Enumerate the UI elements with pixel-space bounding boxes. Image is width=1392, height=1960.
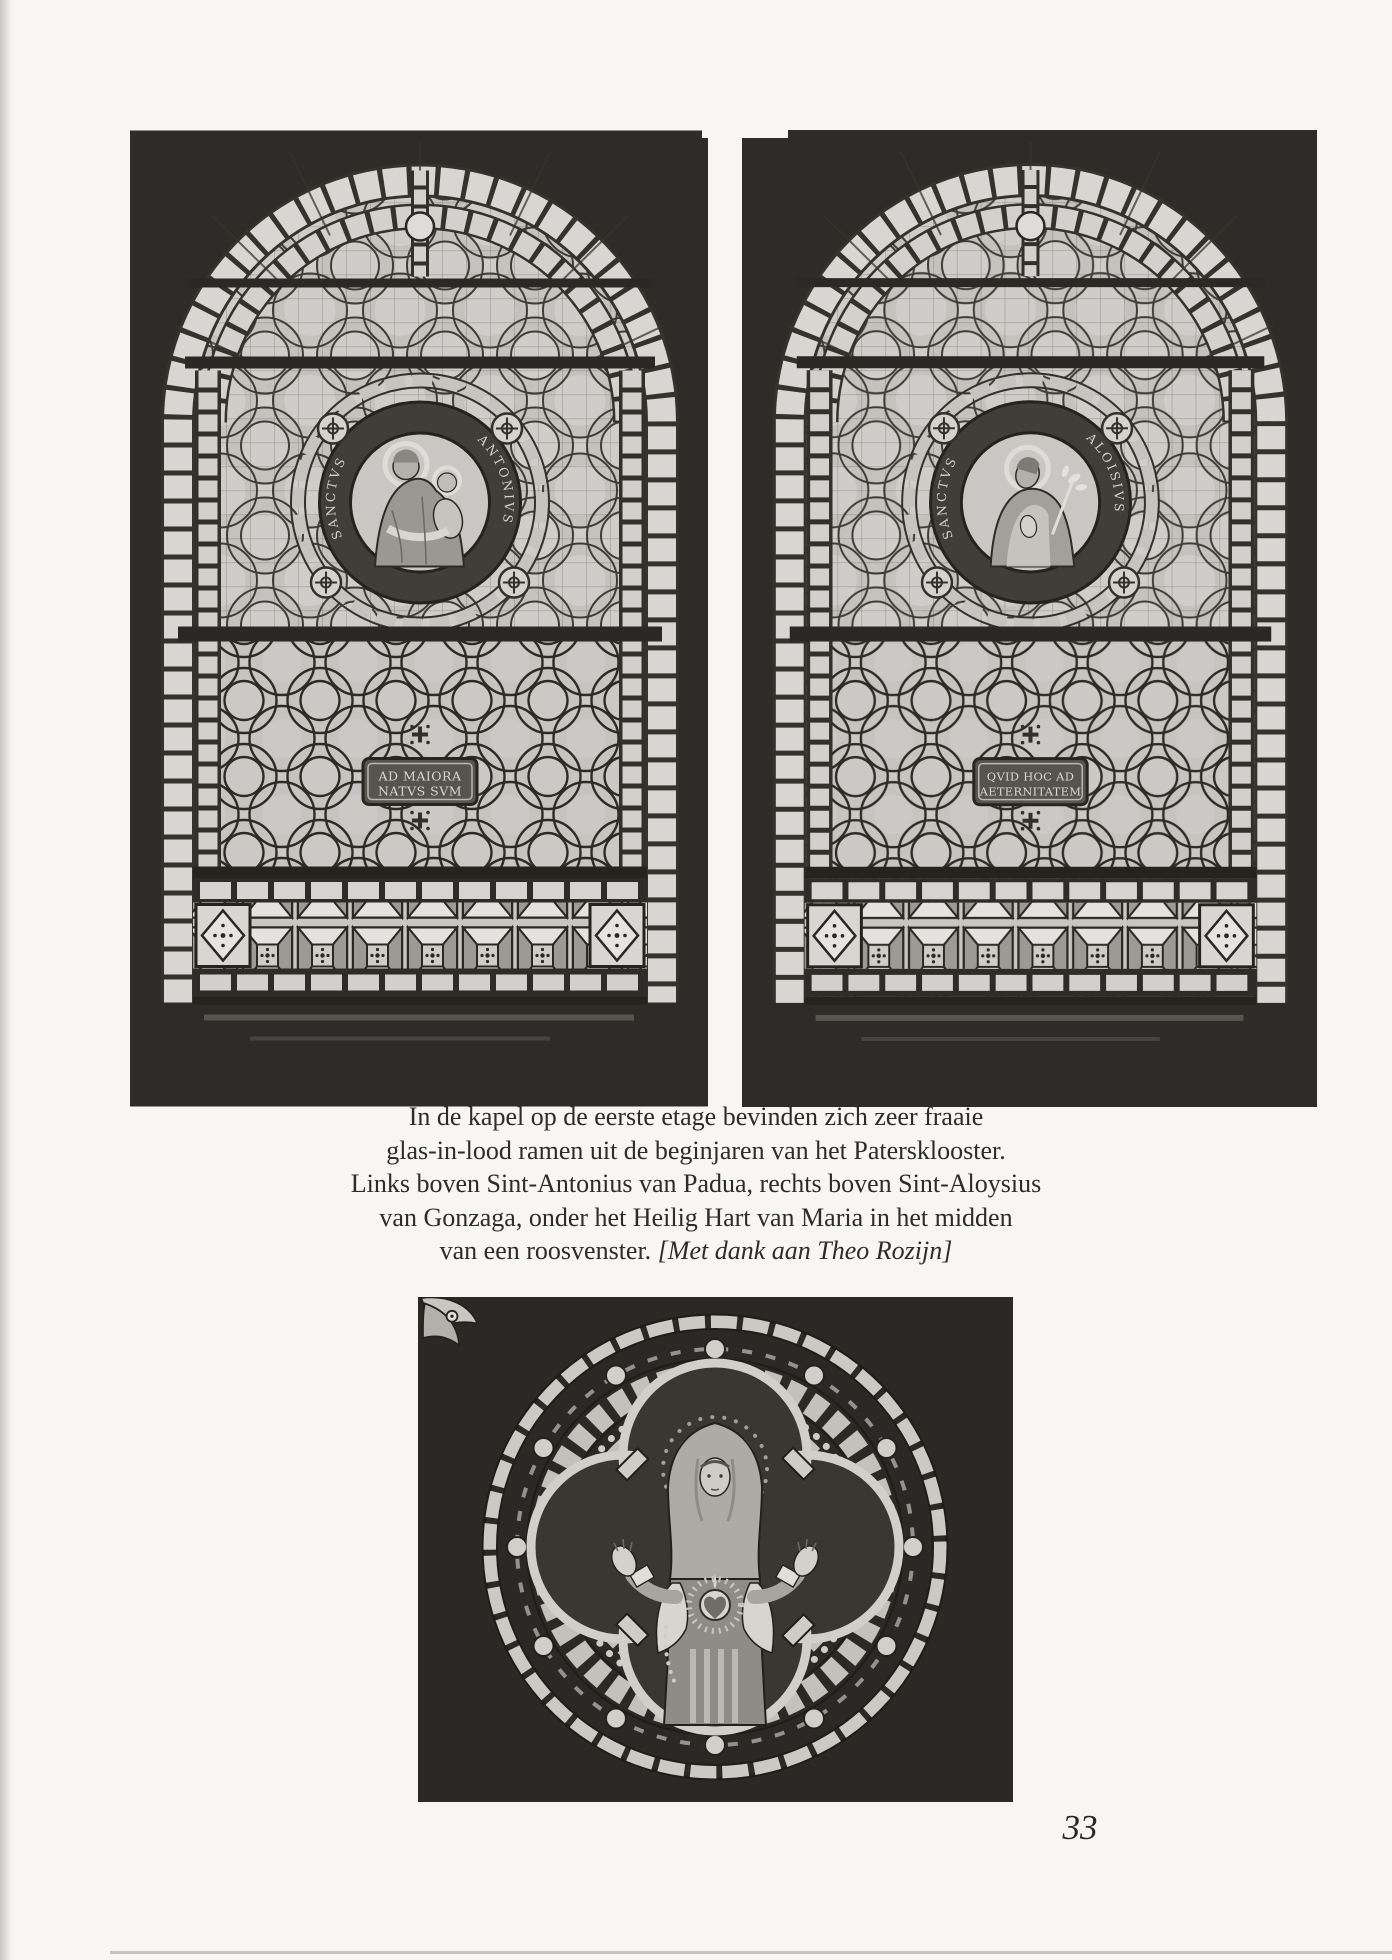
ring-text-left: SANCTVS bbox=[322, 453, 350, 542]
inscription-line-2: AETERNITATEM bbox=[979, 784, 1082, 799]
inscription-cartouche bbox=[378, 769, 463, 799]
caption-text: van een roosvenster. bbox=[439, 1236, 658, 1265]
caption-line-3: Links boven Sint-Antonius van Padua, rechts boven Sint-Aloysius bbox=[350, 1169, 1042, 1198]
scan-edge-shadow bbox=[0, 0, 12, 1960]
ring-text-right: ANTONIVS bbox=[474, 431, 517, 527]
caption-line-4: van Gonzaga, onder het Heilig Hart van Maria in het midden bbox=[379, 1202, 1013, 1232]
stained-glass-window-left bbox=[130, 130, 708, 1107]
inscription-line-1: AD MAIORA bbox=[378, 768, 462, 784]
stained-glass-window-right bbox=[742, 130, 1317, 1107]
scan-bottom-line bbox=[110, 1951, 1392, 1954]
caption bbox=[146, 1100, 1246, 1268]
inscription-cartouche bbox=[979, 770, 1082, 799]
scan-notch bbox=[702, 114, 788, 138]
photo-stained-glass-st-antonius bbox=[130, 130, 708, 1107]
caption-line-5 bbox=[146, 1234, 1246, 1268]
caption-credit: [Met dank aan Theo Rozijn] bbox=[657, 1236, 953, 1265]
rose-window bbox=[418, 1297, 1013, 1802]
inscription-line-2: NATVS SVM bbox=[377, 783, 463, 799]
page-number: 33 bbox=[1062, 1808, 1098, 1847]
photo-rose-window-heilig-hart bbox=[418, 1297, 1013, 1802]
window-structure bbox=[742, 130, 1317, 1107]
ring-text-left: SANCTVS bbox=[933, 453, 961, 542]
photo-stained-glass-st-aloysius bbox=[742, 130, 1317, 1107]
inscription-line-1: QVID HOC AD bbox=[986, 769, 1075, 784]
caption-line-2: glas-in-lood ramen uit de beginjaren van het Patersklooster. bbox=[386, 1135, 1006, 1165]
caption-line-1: In de kapel op de eerste etage bevinden zich zeer fraaie bbox=[408, 1102, 984, 1131]
ring-text-right: ALOISIVS bbox=[1083, 429, 1128, 515]
window-structure bbox=[130, 131, 708, 1107]
